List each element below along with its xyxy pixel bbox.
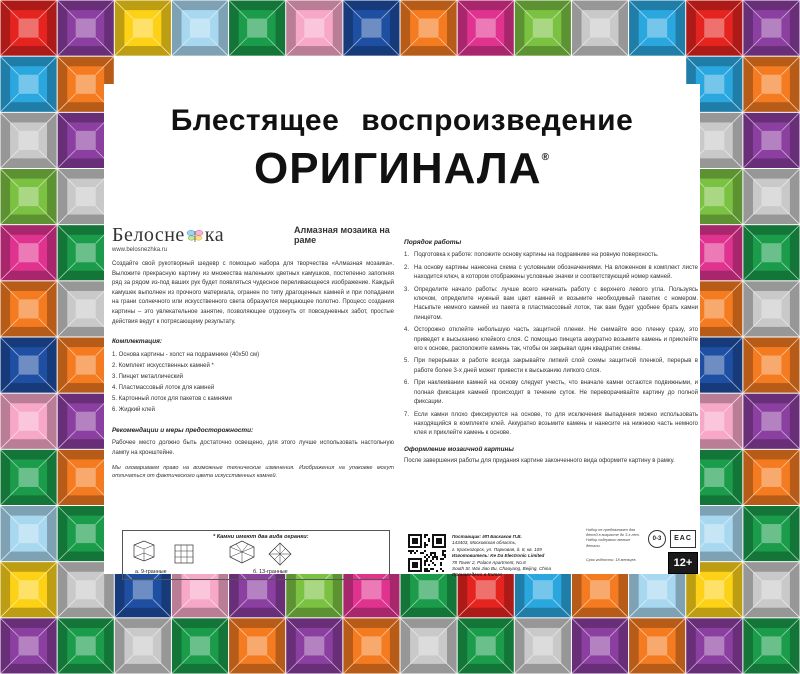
dragonfly-icon	[186, 229, 204, 243]
supplier-line: Поставщик: ИП Баскаков П.В.	[452, 534, 522, 539]
gem-tile	[743, 169, 799, 224]
gem-tile	[1, 57, 57, 112]
manufacturer-line: 78 Tower 2, Palace Apartment, No.8	[452, 559, 526, 565]
step-text: При перерывах в работе всегда закрывайте липкий слой схемы защитной пленкой, перерыв в работе более 3-х дней может привести к высыханию липкого слоя.	[414, 358, 698, 374]
gem-tile	[743, 506, 799, 561]
gem-tile	[743, 338, 799, 393]
disclaimer-text: Мы оговариваем право на возможные технические изменения. Изображения на упаковке могут отличаться от фактического цвета искусственных камней.	[112, 464, 394, 479]
gem-tile	[515, 618, 571, 673]
gem-tile	[743, 225, 799, 280]
step-text: Подготовка к работе: положите основу картины на подрамнике на ровную поверхность.	[414, 252, 659, 259]
gem-tile	[286, 1, 342, 56]
gem-tile	[115, 618, 171, 673]
gem-tile	[229, 1, 285, 56]
gem-tile	[343, 618, 399, 673]
step-text: При наклеивании камней на основу следует учесть, что вначале камни остаются подвижными, и полная фиксация камней происходит в течение суток. Не переворачивайте картину до полной фиксации.	[414, 380, 698, 406]
gem-tile	[686, 618, 742, 673]
logo-text-part2: ка	[204, 224, 225, 246]
cut-13-facet-drawing	[227, 539, 257, 565]
gem-tile	[1, 562, 57, 617]
age-warning-symbol: 0-3	[652, 536, 662, 542]
age-rating-badge	[668, 552, 698, 574]
gem-tile	[401, 1, 457, 56]
step-text: Осторожно отклейте небольшую часть защитной пленки. Не снимайте всю пленку сразу, это приведет к высыханию клейкого слоя. С помощью пинцета аккуратно возьмите камень и приклейте его к основе, расположите камень так, чтобы он закрывал один квадратик схемы.	[414, 327, 698, 353]
stone-cuts-box	[122, 530, 390, 580]
gem-tile	[229, 618, 285, 673]
cut-a-label: а. 9-гранные	[135, 569, 167, 575]
kit-item: 3. Пинцет металлический	[112, 373, 183, 380]
manufacturer-line: South St. Wai Jiao Bu, Chaoyang, Beijing, China	[452, 566, 551, 572]
gem-tile	[1, 338, 57, 393]
kit-list	[112, 351, 394, 416]
eac-label: EAC	[674, 535, 692, 542]
kit-item: 1. Основа картины - холст на подрамнике (40х50 см)	[112, 351, 260, 358]
supplier-line: г. Красногорск, ул. Парковая, д. 8, кв. 109	[452, 546, 542, 552]
procedure-step	[404, 379, 698, 407]
gem-tile	[743, 57, 799, 112]
kit-item: 4. Пластмассовый лоток для камней	[112, 385, 215, 392]
finishing-title: Оформление мозаичной картины	[404, 445, 514, 453]
gem-tile	[1, 113, 57, 168]
gem-tile	[1, 169, 57, 224]
origin-line: Произведено в Китае	[452, 572, 503, 578]
content-panel	[104, 84, 700, 578]
step-text: Определите начало работы: лучше всего начинать работу с верхнего левого угла. Пользуясь ключом, определите нужный вам цвет камней и возьмите необходимый пакетик с номером. Насыпьте немного камней из пакета в пластмассовый лоток, так вам будет удобнее брать камни пинцетом.	[414, 286, 698, 321]
gem-tile	[743, 562, 799, 617]
gem-tile	[743, 1, 799, 56]
right-column	[404, 238, 698, 467]
brand-url: www.belosnezhka.ru	[112, 247, 168, 253]
gem-tile	[172, 1, 228, 56]
finishing-text: После завершения работы для придания картине законченного вида оформите картину в рамку.	[404, 458, 675, 465]
recommendations-title: Рекомендации и меры предосторожности:	[112, 426, 254, 434]
recommendations-text: Рабочее место должно быть достаточно освещено, для этого лучше использовать настольную лампу на кронштейне.	[112, 440, 394, 456]
gem-tile	[286, 618, 342, 673]
step-number: 6.	[404, 380, 410, 387]
gem-tile	[401, 618, 457, 673]
shelf-life: Срок годности: 18 месяцев.	[586, 557, 637, 562]
gem-tile	[629, 618, 685, 673]
headline-original	[104, 144, 700, 194]
gem-tile	[1, 225, 57, 280]
gem-tile	[172, 618, 228, 673]
headline-word1: Блестящее	[170, 104, 340, 137]
qr-code-icon	[408, 534, 446, 572]
safety-notes	[586, 528, 644, 563]
gem-tile	[1, 618, 57, 673]
kit-item: 2. Комплект искусственных камней *	[112, 362, 214, 369]
procedure-step	[404, 411, 698, 439]
cut-9-facet-grid-icon	[173, 543, 195, 565]
gem-tile	[686, 1, 742, 56]
kit-title: Комплектация:	[112, 338, 163, 346]
brand-logo	[112, 224, 272, 253]
step-number: 5.	[404, 358, 410, 365]
step-number: 3.	[404, 286, 410, 293]
gem-tile	[1, 506, 57, 561]
gem-tile	[743, 618, 799, 673]
procedure-steps	[404, 251, 698, 438]
gem-tile	[58, 1, 114, 56]
kit-item: 6. Жидкий клей	[112, 407, 155, 414]
procedure-step	[404, 326, 698, 354]
label-footer	[404, 528, 698, 578]
supplier-info	[452, 534, 582, 579]
procedure-step	[404, 357, 698, 376]
cut-9-facet-drawing	[131, 539, 157, 563]
registered-mark: ®	[541, 152, 550, 163]
age-warning: Набор не предназначен для детей в возрасте до 3-х лет.	[586, 528, 640, 538]
step-number: 7.	[404, 411, 410, 418]
headline-line1	[104, 104, 700, 138]
headline-word2: воспроизведение	[361, 104, 634, 137]
small-parts-warning: Набор содержит мелкие детали.	[586, 538, 631, 548]
step-number: 1.	[404, 252, 410, 259]
gem-tile	[743, 113, 799, 168]
cuts-title: * Камни имеют два вида огранки:	[213, 534, 309, 540]
step-number: 2.	[404, 264, 410, 271]
logo-text-part1: Белосне	[112, 224, 185, 246]
not-for-under-3-icon	[648, 530, 666, 548]
gem-tile	[1, 450, 57, 505]
gem-tile	[1, 1, 57, 56]
gem-tile	[343, 1, 399, 56]
age-rating-label: 12+	[673, 557, 693, 569]
gem-tile	[743, 394, 799, 449]
manufacturer-line: Изготовитель: Ke Da Electronic Limited	[452, 553, 545, 559]
gem-tile	[458, 618, 514, 673]
cut-13-facet-grid-icon	[267, 541, 293, 567]
cut-b-label: б. 13-гранные	[253, 569, 288, 575]
gem-tile	[458, 1, 514, 56]
gem-tile	[58, 618, 114, 673]
procedure-step	[404, 286, 698, 324]
gem-tile	[629, 1, 685, 56]
eac-mark-icon	[670, 530, 696, 548]
gem-tile	[115, 1, 171, 56]
supplier-line: 143403, Московская область,	[452, 540, 517, 546]
gem-tile	[743, 450, 799, 505]
product-tagline: Алмазная мозаика на раме	[294, 225, 390, 245]
gem-tile	[1, 281, 57, 336]
left-column	[112, 260, 394, 485]
headline-line2: ОРИГИНАЛА	[254, 144, 542, 193]
gem-tile	[515, 1, 571, 56]
procedure-step	[404, 251, 698, 260]
kit-item: 5. Картонный лоток для пакетов с камнями	[112, 396, 232, 403]
gem-tile	[743, 281, 799, 336]
intro-text: Создайте свой рукотворный шедевр с помощью набора для творчества «Алмазная мозаика». Выложите прекрасную картину из множества маленьких цветных камушков, постепенно заполняя ряд за рядом из-под ваших рук будет появляться чудесное переливающееся изображение. Каждый камушек выполнен из прочного материала, огранен по типу драгоценных камней и при попадании на грани солнечного или искусственного света образуется мерцающее полотно. Процесс создания картины – это увлекательное занятие, позволяющее отдохнуть от повседневных забот, простые действия ведут к потрясающему результату.	[112, 261, 394, 325]
step-text: На основу картины нанесена схема с условными обозначениями. На вложенном в комплект листе находится ключ, в котором отображены условные значки и соответствующий номер камней.	[414, 264, 698, 281]
procedure-step	[404, 264, 698, 283]
step-number: 4.	[404, 327, 410, 334]
procedure-title: Порядок работы	[404, 239, 462, 246]
gem-tile	[1, 394, 57, 449]
gem-tile	[572, 1, 628, 56]
gem-tile	[572, 618, 628, 673]
step-text: Если камни плохо фиксируются на основе, то для исключения выпадения можно использовать находящийся в комплекте клей. Аккуратно возьмите камень и нанесите на нижнюю часть немного клея и приклейте камень к основе.	[414, 411, 698, 437]
